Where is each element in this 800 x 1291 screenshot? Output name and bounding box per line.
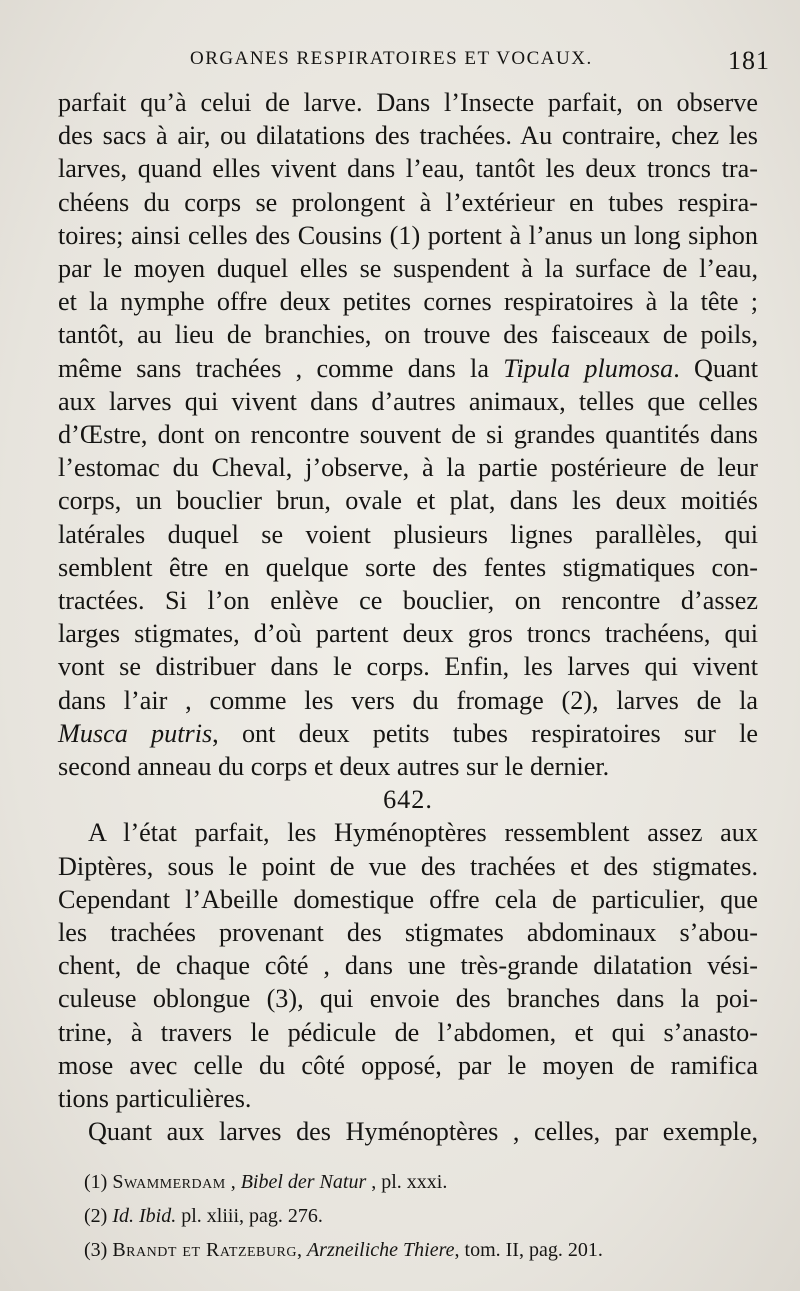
text-line: Cependant l’Abeille domestique offre cela de particulier, que bbox=[58, 884, 758, 914]
footnote-title: Arzneiliche Thiere bbox=[306, 1239, 455, 1261]
text-line: larves, quand elles vivent dans l’eau, tantôt les deux troncs tra- bbox=[58, 154, 758, 184]
text-line: tantôt, au lieu de branchies, on trouve des faisceaux de poils, bbox=[58, 320, 758, 350]
text-line: A l’état parfait, les Hyménoptères ressemblent assez aux bbox=[88, 818, 758, 848]
text-line: latérales duquel se voient plusieurs lignes parallèles, qui bbox=[58, 519, 758, 549]
text-line: culeuse oblongue (3), qui envoie des branches dans la poi- bbox=[58, 984, 758, 1014]
species-name: Musca putris bbox=[58, 718, 213, 748]
text-line: aux larves qui vivent dans d’autres animaux, telles que celles bbox=[58, 386, 758, 416]
footnote-separator: , bbox=[296, 1239, 307, 1261]
text-segment: même sans trachées , comme dans la bbox=[58, 353, 504, 383]
text-line: semblent être en quelque sorte des fentes stigmatiques con- bbox=[58, 552, 758, 582]
footnote-title: Id. Ibid. bbox=[112, 1205, 177, 1227]
text-segment: . Quant bbox=[673, 353, 758, 383]
text-line: tions particulières. bbox=[58, 1084, 252, 1114]
text-line bbox=[58, 352, 758, 385]
footnote-mark: (3) bbox=[84, 1239, 108, 1261]
text-line: par le moyen duquel elles se suspendent à la surface de l’eau, bbox=[58, 254, 758, 284]
footnotes bbox=[84, 1165, 764, 1267]
species-name: Tipula plumosa bbox=[503, 353, 674, 383]
page-header bbox=[190, 46, 790, 76]
footnote bbox=[84, 1165, 764, 1199]
text-line: des sacs à air, ou dilatations des trachées. Au contraire, chez les bbox=[58, 121, 758, 151]
text-segment: , ont deux petits tubes respiratoires sur le bbox=[212, 718, 759, 748]
footnote-mark: (1) bbox=[84, 1171, 108, 1193]
text-line: et la nymphe offre deux petites cornes respiratoires à la tête ; bbox=[58, 287, 758, 317]
text-line: tractées. Si l’on enlève ce bouclier, on rencontre d’assez bbox=[58, 586, 758, 616]
text-line: trine, à travers le pédicule de l’abdomen, et qui s’anasto- bbox=[58, 1017, 758, 1047]
text-line: Diptères, sous le point de vue des trachées et des stigmates. bbox=[58, 851, 758, 881]
page-number: 181 bbox=[728, 46, 770, 75]
text-line: les trachées provenant des stigmates abdominaux s’abou- bbox=[58, 918, 758, 948]
text-line: Quant aux larves des Hyménoptères , celles, par exemple, bbox=[88, 1117, 758, 1147]
text-line: corps, un bouclier brun, ovale et plat, dans les deux moitiés bbox=[58, 486, 758, 516]
footnote-author: Brandt et Ratzeburg bbox=[112, 1239, 297, 1261]
text-line: chent, de chaque côté , dans une très-grande dilatation vési- bbox=[58, 951, 758, 981]
footnote-rest: , pl. xxxi. bbox=[366, 1171, 448, 1193]
text-line: vont se distribuer dans le corps. Enfin, les larves qui vivent bbox=[58, 652, 758, 682]
text-line: larges stigmates, d’où partent deux gros troncs trachéens, qui bbox=[58, 619, 758, 649]
text-line: parfait qu’à celui de larve. Dans l’Insecte parfait, on observe bbox=[58, 88, 758, 117]
text-line: second anneau du corps et deux autres sur le dernier. bbox=[58, 752, 610, 782]
text-line: l’estomac du Cheval, j’observe, à la partie postérieure de leur bbox=[58, 453, 758, 483]
footnote-rest: pl. xliii, pag. 276. bbox=[176, 1205, 323, 1227]
text-line: d’Œstre, dont on rencontre souvent de si grandes quantités dans bbox=[58, 420, 758, 450]
text-line: mose avec celle du côté opposé, par le moyen de ramifica bbox=[58, 1050, 758, 1080]
text-line bbox=[58, 717, 758, 750]
text-line: dans l’air , comme les vers du fromage (2), larves de la bbox=[58, 685, 758, 715]
running-title: ORGANES RESPIRATOIRES ET VOCAUX. bbox=[190, 48, 593, 69]
text-line: toires; ainsi celles des Cousins (1) portent à l’anus un long siphon bbox=[58, 220, 758, 250]
text-line: chéens du corps se prolongent à l’extérieur en tubes respira- bbox=[58, 187, 758, 217]
footnote bbox=[84, 1199, 764, 1233]
footnote-separator: , bbox=[225, 1171, 241, 1193]
section-number: 642. bbox=[383, 785, 433, 815]
footnote-title: Bibel der Natur bbox=[240, 1171, 367, 1193]
footnote-mark: (2) bbox=[84, 1205, 108, 1227]
footnote-rest: , tom. II, pag. 201. bbox=[454, 1239, 603, 1261]
footnote-author: Swammerdam bbox=[112, 1171, 226, 1193]
footnote bbox=[84, 1233, 764, 1267]
body-text bbox=[58, 86, 758, 1149]
